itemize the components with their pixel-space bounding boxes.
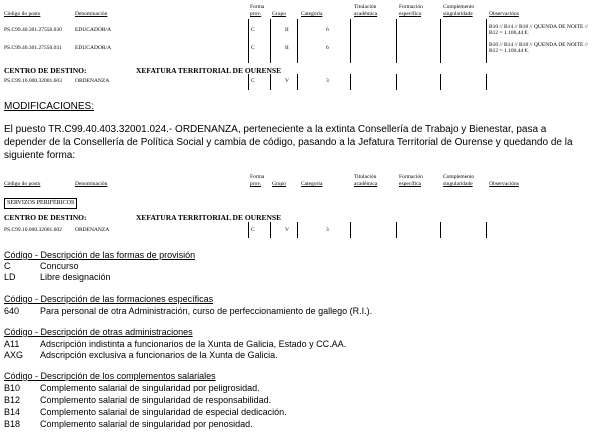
legend-desc: Para personal de otra Administración, curso de perfeccionamiento de gallego (R.I.). — [40, 306, 373, 316]
cell-denominacion: EDUCADOR/A — [75, 45, 112, 51]
cell-forma: C — [251, 78, 255, 84]
col-header-forma-1: Forma — [250, 4, 265, 10]
cell-denominacion: ORDENANZA — [75, 78, 110, 84]
col-header-denominacion: Denominación — [75, 181, 108, 187]
cell-denominacion: ORDENANZA — [75, 227, 110, 233]
cell-categoria: 6 — [326, 45, 329, 51]
col-header-codigo: Código do posto — [4, 181, 41, 187]
col-header-complemento-1: Complemento — [443, 174, 475, 180]
legend-administraciones-title: Código - Descripción de otras administraciones — [4, 327, 193, 337]
legend-code: A11 — [4, 339, 20, 349]
grid-line — [270, 222, 271, 238]
grid-line — [440, 19, 441, 63]
cell-forma: C — [251, 227, 255, 233]
servizos-perifericos-box: SERVIZOS PERIFÉRICOS — [4, 198, 77, 209]
cell-observacions-1: B10 // B14 // B18 // QUENDA DE NOITE // — [489, 42, 588, 48]
legend-provision-title: Código - Descripción de las formas de provisión — [4, 250, 196, 260]
legend-desc: Adscripción indistinta a funcionarios de la Xunta de Galicia, Estado y CC.AA. — [40, 339, 347, 349]
col-header-observacions: Observacións — [489, 181, 519, 187]
grid-line — [486, 222, 487, 238]
grid-line — [248, 74, 249, 90]
legend-code: B10 — [4, 383, 21, 393]
legend-desc: Complemento salarial de singularidad por peligrosidad. — [40, 383, 260, 393]
legend-desc: Libre designación — [40, 272, 111, 282]
col-header-grupo: Grupo — [272, 181, 287, 187]
centro-destino-label: CENTRO DE DESTINO: — [4, 213, 87, 222]
cell-denominacion: EDUCADOR/A — [75, 27, 112, 33]
legend-desc: Complemento salarial de singularidad de responsabilidad. — [40, 395, 272, 405]
centro-destino-label: CENTRO DE DESTINO: — [4, 66, 87, 75]
col-header-denominacion: Denominación — [75, 11, 108, 17]
grid-line — [350, 19, 351, 63]
col-header-titulacion-1: Titulación — [354, 174, 377, 180]
col-header-observacions: Observacións — [489, 11, 519, 17]
cell-categoria: 6 — [326, 27, 329, 33]
col-header-forma-2: prov. — [250, 11, 262, 17]
col-header-forma-2: prov. — [250, 181, 262, 187]
cell-codigo: PS.C99.40.301.27550.030 — [4, 27, 62, 33]
modificaciones-paragraph-line2: depender de la Consellería de Política Social y cambia de código, pasando a la Jefatura Territorial de Ourense y quedando de la — [4, 137, 573, 148]
grid-line — [270, 74, 271, 90]
col-header-titulacion-1: Titulación — [354, 4, 377, 10]
grid-line — [396, 74, 397, 90]
col-header-formacion-2: específica — [399, 11, 421, 17]
cell-observacions-1: B10 // B14 // B18 // QUENDA DE NOITE // — [489, 24, 588, 30]
grid-line — [248, 19, 249, 63]
legend-code: LD — [4, 272, 16, 282]
grid-line — [350, 222, 351, 238]
grid-line — [297, 74, 298, 90]
cell-categoria: 3 — [326, 227, 329, 233]
col-header-complemento-1: Complemento — [443, 4, 475, 10]
col-header-formacion-1: Formación — [399, 4, 423, 10]
cell-codigo: PS.C99.40.301.27550.031 — [4, 45, 62, 51]
cell-codigo: PS.C99.10.000.32001.603 — [4, 78, 62, 84]
legend-desc: Complemento salarial de singularidad por penosidad. — [40, 419, 253, 429]
col-header-categoria: Categoría — [301, 11, 323, 17]
col-header-complemento-2: singularidade — [443, 181, 473, 187]
cell-forma: C — [251, 27, 255, 33]
legend-code: B12 — [4, 395, 21, 405]
grid-line — [270, 19, 271, 63]
cell-grupo: V — [285, 227, 289, 233]
grid-line — [440, 74, 441, 90]
legend-formaciones-title: Código - Descripción de las formaciones específicas — [4, 294, 214, 304]
col-header-grupo: Grupo — [272, 11, 287, 17]
modificaciones-title: MODIFICACIONES: — [4, 101, 95, 112]
grid-line — [297, 222, 298, 238]
cell-grupo: II — [285, 27, 289, 33]
col-header-titulacion-2: académica — [354, 181, 378, 187]
col-header-complemento-2: singularidade — [443, 11, 473, 17]
grid-line — [350, 74, 351, 90]
col-header-forma-1: Forma — [250, 174, 265, 180]
col-header-categoria: Categoría — [301, 181, 323, 187]
cell-observacions-2: B12 = 1.100,44 €. — [489, 30, 529, 36]
centro-destino-value: XEFATURA TERRITORIAL DE OURENSE — [136, 66, 282, 75]
cell-observacions-2: B12 = 1.100,44 €. — [489, 48, 529, 54]
col-header-formacion-2: específica — [399, 181, 421, 187]
grid-line — [440, 222, 441, 238]
grid-line — [248, 222, 249, 238]
cell-codigo: PS.C99.10.000.32001.602 — [4, 227, 62, 233]
grid-line — [396, 222, 397, 238]
legend-code: AXG — [4, 350, 24, 360]
grid-line — [297, 19, 298, 63]
legend-desc: Complemento salarial de singularidad de especial dedicación. — [40, 407, 287, 417]
col-header-formacion-1: Formación — [399, 174, 423, 180]
legend-complementos-title: Código - Descripción de los complementos salariales — [4, 371, 216, 381]
legend-desc: Adscripción exclusiva a funcionarios de la Xunta de Galicia. — [40, 350, 278, 360]
modificaciones-paragraph-line1: El puesto TR.C99.40.403.32001.024.- ORDENANZA, perteneciente a la extinta Consellería de Trabajo y Bienestar, pasa a — [4, 124, 547, 135]
grid-line — [486, 19, 487, 63]
legend-code: C — [4, 261, 11, 271]
legend-code: B14 — [4, 407, 21, 417]
centro-destino-value: XEFATURA TERRITORIAL DE OURENSE — [136, 213, 282, 222]
col-header-codigo: Código do posto — [4, 11, 41, 17]
grid-line — [486, 74, 487, 90]
cell-forma: C — [251, 45, 255, 51]
cell-grupo: II — [285, 45, 289, 51]
col-header-titulacion-2: académica — [354, 11, 378, 17]
legend-code: B18 — [4, 419, 21, 429]
modificaciones-paragraph-line3: siguiente forma: — [4, 150, 76, 161]
cell-categoria: 3 — [326, 78, 329, 84]
legend-code: 640 — [4, 306, 20, 316]
grid-line — [396, 19, 397, 63]
legend-desc: Concurso — [40, 261, 79, 271]
cell-grupo: V — [285, 78, 289, 84]
